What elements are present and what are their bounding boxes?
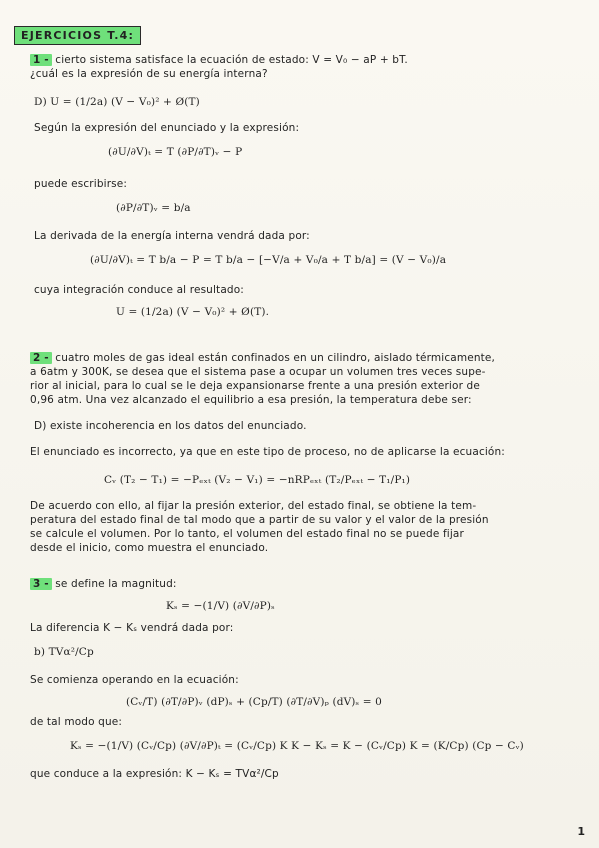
problem-3-text-c: de tal modo que:	[30, 716, 123, 728]
problem-3-number: 3 -	[30, 578, 52, 590]
problem-2-text-e: desde el inicio, como muestra el enunciado.	[30, 542, 269, 554]
problem-2-number: 2 -	[30, 352, 52, 364]
page-number: 1	[577, 825, 585, 838]
problem-3-answer: b) TVα²/Cp	[34, 646, 94, 658]
problem-1-eq-2: (∂P/∂T)ᵥ = b/a	[116, 202, 191, 214]
problem-3-text-b: Se comienza operando en la ecuación:	[30, 674, 239, 686]
problem-1-eq-3: (∂U/∂V)ₜ = T b/a − P = T b/a − [−V/a + V₀/a + T b/a] = (V − V₀)/a	[90, 254, 447, 266]
page-title: EJERCICIOS T.4:	[14, 26, 141, 45]
problem-2-text-a: El enunciado es incorrecto, ya que en este tipo de proceso, no de aplicarse la ecuación:	[30, 446, 505, 458]
problem-3-statement: 3 - se define la magnitud:	[30, 578, 177, 591]
problem-1-text-c: La derivada de la energía interna vendrá dada por:	[34, 230, 310, 242]
problem-2-line-3: rior al inicial, para lo cual se le deja expansionarse frente a una presión exterior de	[30, 380, 480, 392]
problem-3-eq-ks: Kₛ = −(1/V) (∂V/∂P)ₛ	[166, 600, 275, 612]
problem-1-question: ¿cuál es la expresión de su energía interna?	[30, 68, 268, 80]
problem-2-eq: Cᵥ (T₂ − T₁) = −Pₑₓₜ (V₂ − V₁) = −nRPₑₓₜ (T₂/Pₑₓₜ − T₁/P₁)	[104, 474, 411, 486]
problem-2-line-4: 0,96 atm. Una vez alcanzado el equilibrio a esa presión, la temperatura debe ser:	[30, 394, 472, 406]
problem-1-result: U = (1/2a) (V − V₀)² + Ø(T).	[116, 306, 270, 318]
problem-2-answer: D) existe incoherencia en los datos del enunciado.	[34, 420, 307, 432]
problem-3-text-a: La diferencia K − Kₛ vendrá dada por:	[30, 622, 234, 634]
problem-2-text-d: se calcule el volumen. Por lo tanto, el volumen del estado final no se puede fijar	[30, 528, 464, 540]
problem-2-line-2: a 6atm y 300K, se desea que el sistema pase a ocupar un volumen tres veces supe-	[30, 366, 486, 378]
problem-1-eq-1: (∂U/∂V)ₜ = T (∂P/∂T)ᵥ − P	[108, 146, 243, 158]
problem-2-text-b: De acuerdo con ello, al fijar la presión exterior, del estado final, se obtiene la tem-	[30, 500, 477, 512]
problem-3-eq-2: Kₛ = −(1/V) (Cᵥ/Cp) (∂V/∂P)ₜ = (Cᵥ/Cp) K K − Kₛ = K − (Cᵥ/Cp) K = (K/Cp) (Cp − Cᵥ)	[70, 740, 524, 752]
problem-2-statement: 2 - cuatro moles de gas ideal están confinados en un cilindro, aislado térmicamente,	[30, 352, 495, 365]
problem-1-number: 1 -	[30, 54, 52, 66]
problem-1-text-b: puede escribirse:	[34, 178, 128, 190]
problem-1-text-d: cuya integración conduce al resultado:	[34, 284, 244, 296]
problem-2-text-c: peratura del estado final de tal modo que a partir de su valor y el valor de la presión	[30, 514, 489, 526]
problem-1-answer: D) U = (1/2a) (V − V₀)² + Ø(T)	[34, 96, 200, 108]
problem-1-text-a: Según la expresión del enunciado y la expresión:	[34, 122, 300, 134]
problem-1-statement: 1 - cierto sistema satisface la ecuación de estado: V = V₀ − aP + bT.	[30, 54, 408, 67]
problem-3-eq-1: (Cᵥ/T) (∂T/∂P)ᵥ (dP)ₛ + (Cp/T) (∂T/∂V)ₚ (dV)ₛ = 0	[126, 696, 382, 708]
problem-3-result: que conduce a la expresión: K − Kₛ = TVα²/Cp	[30, 768, 279, 780]
